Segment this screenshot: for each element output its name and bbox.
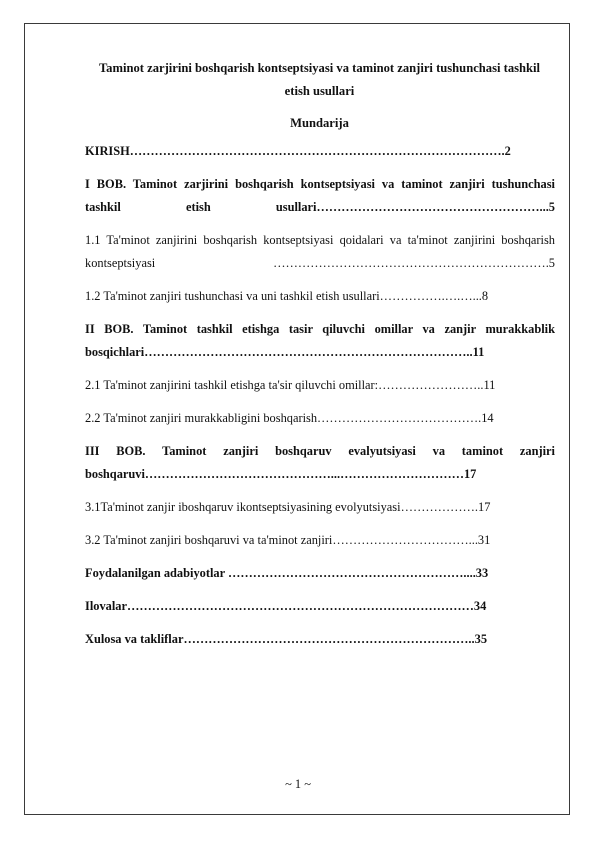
toc-entry-bob-2: II BOB. Taminot tashkil etishga tasir qiluvchi omillar va zanjir murakkablik bosqichlari……………………………………………………………………..11	[85, 322, 555, 359]
page-number: ~ 1 ~	[285, 777, 311, 791]
toc-entry-2-1: 2.1 Ta'minot zanjirini tashkil etishga ta'sir qiluvchi omillar:……………………..11	[85, 378, 496, 392]
toc-entry-1-2: 1.2 Ta'minot zanjiri tushunchasi va uni tashkil etish usullari…………….….…...8	[85, 289, 489, 303]
table-of-contents	[85, 140, 555, 651]
toc-entry-xulosa: Xulosa va takliflar……………………………………………………………..35	[85, 632, 488, 646]
toc-entry-3-2: 3.2 Ta'minot zanjiri boshqaruvi va ta'minot zanjiri……………………………...31	[85, 533, 491, 547]
toc-entry-bob-1: I BOB. Taminot zarjirini boshqarish kontseptsiyasi va taminot zanjiri tushunchasi tashkil etish usullari………………………………………………...5	[85, 177, 555, 214]
toc-entry-2-2: 2.2 Ta'minot zanjiri murakkabligini boshqarish………………………………….14	[85, 411, 494, 425]
toc-entry-3-1: 3.1Ta'minot zanjir iboshqaruv ikontseptsiyasining evolyutsiyasi……………….17	[85, 500, 491, 514]
toc-entry-bob-3: III BOB. Taminot zanjiri boshqaruv evalyutsiyasi va taminot zanjiri boshqaruvi………………………………………...…………………………17	[85, 444, 555, 481]
contents-heading: Mundarija	[290, 116, 349, 130]
document-title: Taminot zarjirini boshqarish kontseptsiyasi va taminot zanjiri tushunchasi tashkil etish usullari	[98, 61, 541, 98]
toc-entry-1-1: 1.1 Ta'minot zanjirini boshqarish kontseptsiyasi qoidalari va ta'minot zanjirini boshqarish kontseptsiyasi ………………………………………………………….5	[85, 233, 555, 270]
toc-entry-kirish: KIRISH……………………………………………………………………………….2	[85, 144, 511, 158]
toc-entry-adabiyotlar: Foydalanilgan adabiyotlar …………………………………………………....33	[85, 566, 489, 580]
toc-entry-ilovalar: Ilovalar…………………………………………………………………………34	[85, 599, 487, 613]
